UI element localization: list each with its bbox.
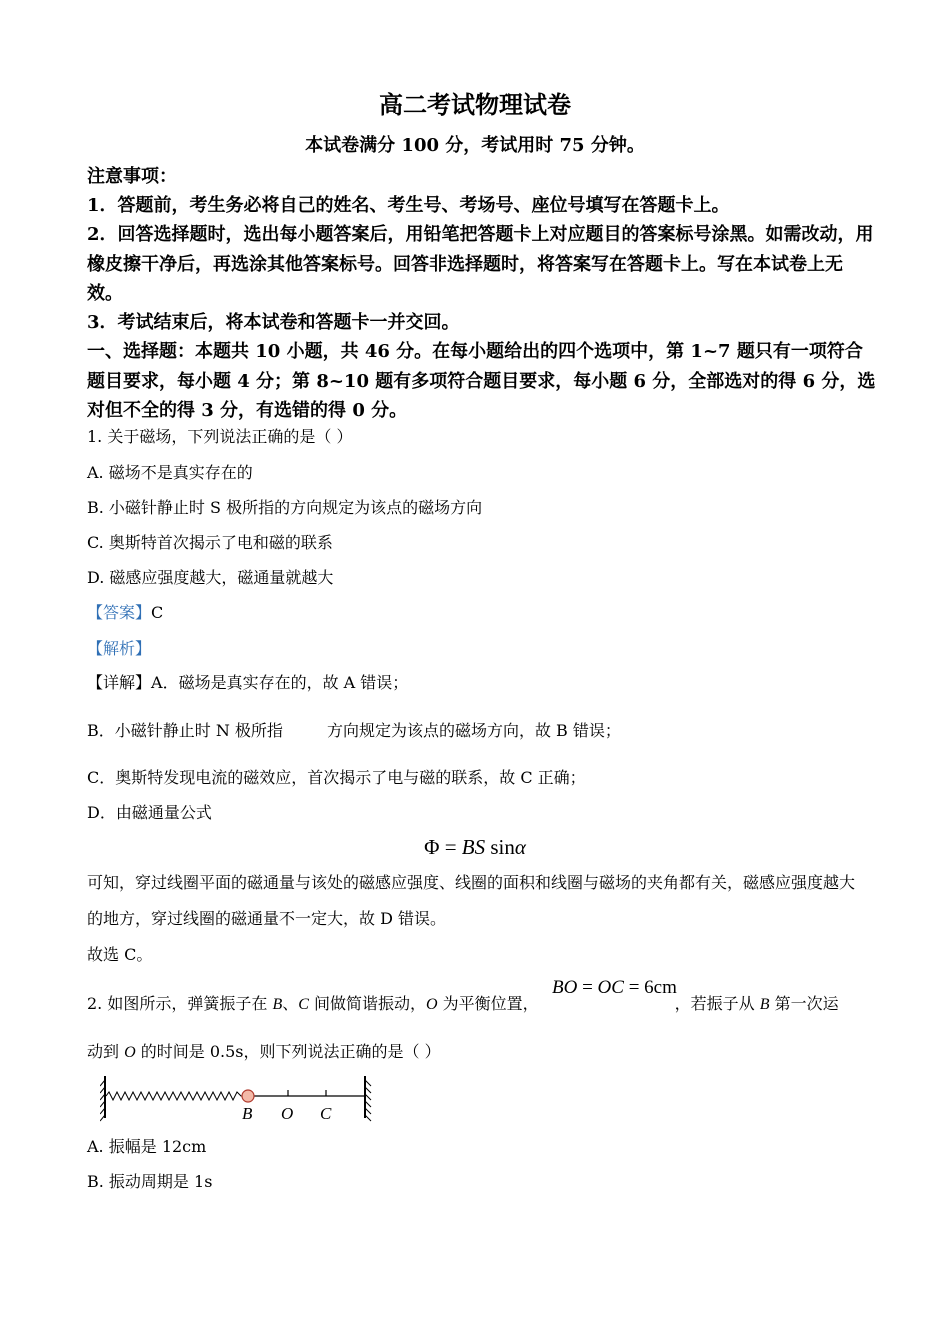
q2-stem-line-2: 动到 O 的时间是 0.5s，则下列说法正确的是（ ） [87, 1042, 441, 1061]
right-wall [365, 1076, 371, 1121]
q1-detail-d: D．由磁通量公式 [87, 803, 212, 822]
spring [106, 1092, 242, 1100]
exam-subtitle: 本试卷满分 100 分，考试用时 75 分钟。 [305, 135, 645, 156]
label-o: O [281, 1104, 294, 1123]
left-wall [100, 1076, 105, 1121]
detail-tag: 【详解】 [87, 673, 152, 692]
q1-option-c: C. 奥斯特首次揭示了电和磁的联系 [87, 533, 333, 552]
notice-item-2: 2．回答选择题时，选出每小题答案后，用铅笔把答题卡上对应题目的答案标号涂黑。如需改动，用橡皮擦干净后，再选涂其他答案标号。回答非选择题时，将答案写在答题卡上。写在本试卷上无效。 [87, 224, 874, 304]
page-title: 高二考试物理试卷 [379, 90, 571, 119]
q1-conclusion: 可知，穿过线圈平面的磁通量与该处的磁感应强度、线圈的面积和线圈与磁场的夹角都有关，磁感应强度越大的地方，穿过线圈的磁通量不一定大，故 D 错误。 [87, 873, 856, 928]
bo-oc-formula: BO = OC = 6cm [552, 977, 677, 998]
q1-stem: 1. 关于磁场，下列说法正确的是（ ） [87, 427, 353, 446]
label-b: B [242, 1104, 253, 1123]
q1-detail-b [87, 720, 621, 742]
q2-stem-line-1: 2. 如图所示，弹簧振子在 B、C 间做简谐振动，O 为平衡位置， ，若振子从 B 第一次运 [87, 994, 839, 1013]
detail-b-text-1: B．小磁针静止时 N 极所指 [87, 721, 283, 740]
detail-b-text-2: 方向规定为该点的磁场方向，故 B 错误； [326, 721, 621, 740]
section-heading: 一、选择题：本题共 10 小题，共 46 分。在每小题给出的四个选项中，第 1~7 题只有一项符合题目要求，每小题 4 分；第 8~10 题有多项符合题目要求，每小题 6 分，全部选对的得 6 分，选对但不全的得 3 分，有选错的得 0 分。 [87, 341, 876, 421]
analysis-tag: 【解析】 [87, 639, 152, 658]
notice-item-3: 3．考试结束后，将本试卷和答题卡一并交回。 [87, 312, 460, 333]
q1-choice: 故选 C。 [87, 945, 153, 964]
spring-oscillator-figure [100, 1072, 375, 1124]
oscillator-ball [242, 1090, 254, 1102]
q1-option-a: A. 磁场不是真实存在的 [87, 463, 253, 482]
notice-item-1: 1．答题前，考生务必将自己的姓名、考生号、考场号、座位号填写在答题卡上。 [87, 195, 730, 216]
q1-option-b: B. 小磁针静止时 S 极所指的方向规定为该点的磁场方向 [87, 498, 483, 517]
q1-detail-c: C．奥斯特发现电流的磁效应，首次揭示了电与磁的联系，故 C 正确； [87, 768, 586, 787]
label-c: C [320, 1104, 332, 1123]
q1-detail-a [87, 672, 408, 694]
notice-heading: 注意事项： [87, 166, 177, 187]
q1-answer [87, 602, 163, 624]
q2-option-a: A. 振幅是 12cm [87, 1137, 207, 1156]
detail-a-text: A．磁场是真实存在的，故 A 错误； [151, 673, 409, 692]
flux-formula: Φ = BS sinα [424, 835, 526, 859]
answer-tag: 【答案】 [87, 603, 152, 622]
q1-option-d: D. 磁感应强度越大，磁通量就越大 [87, 568, 334, 587]
q2-option-b: B. 振动周期是 1s [87, 1172, 213, 1191]
q1-analysis [87, 638, 151, 660]
answer-value: C [151, 603, 164, 622]
